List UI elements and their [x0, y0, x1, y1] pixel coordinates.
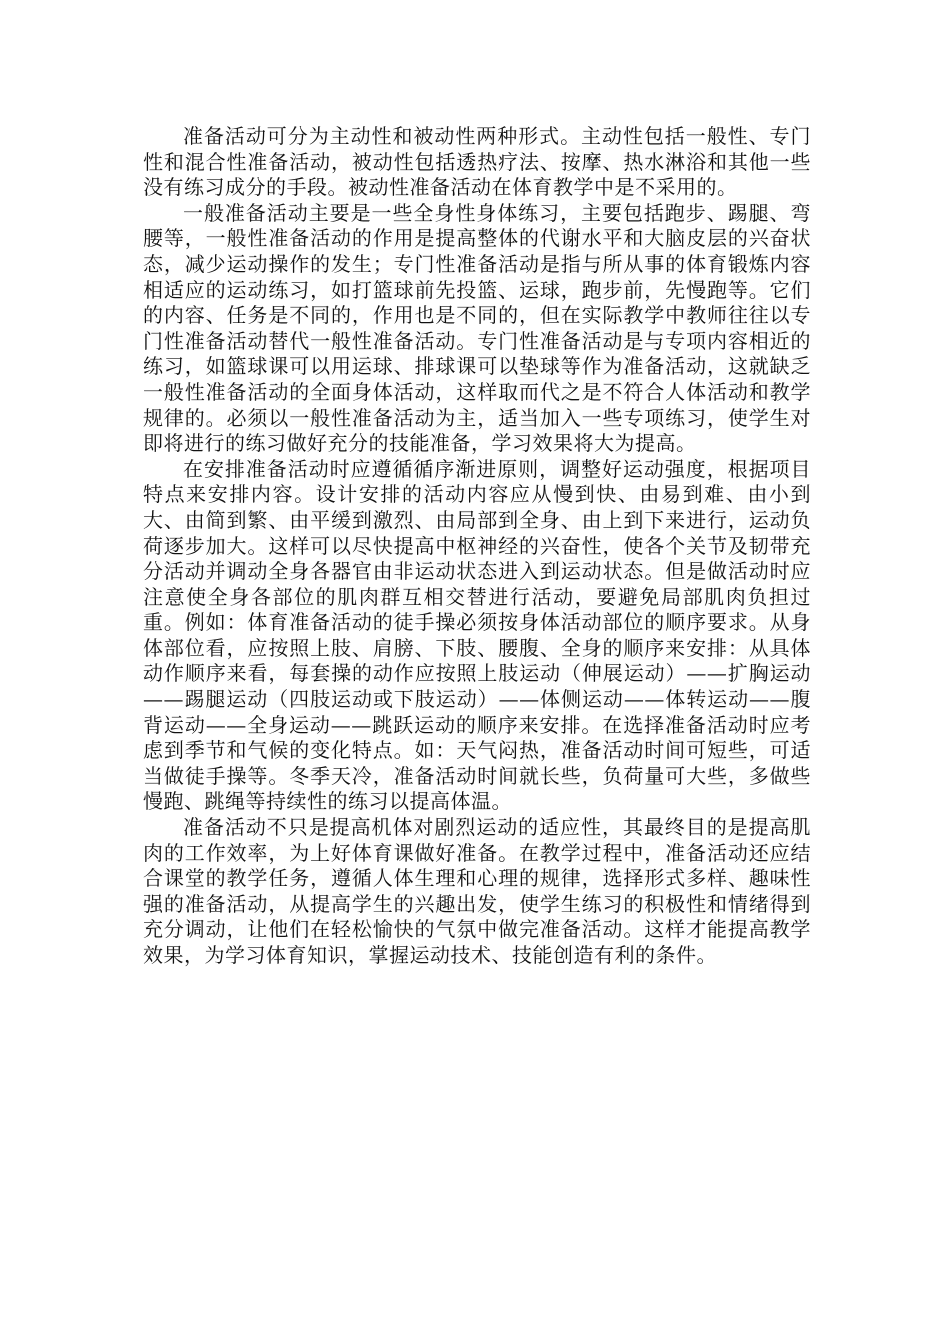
paragraph-2: 一般准备活动主要是一些全身性身体练习，主要包括跑步、踢腿、弯腰等，一般性准备活动的作用是提高整体的代谢水平和大脑皮层的兴奋状态，减少运动操作的发生；专门性准备活动是指与所从事的体育锻炼内容相适应的运动练习，如打篮球前先投篮、运球，跑步前，先慢跑等。它们的内容、任务是不同的，作用也是不同的，但在实际教学中教师往往以专门性准备活动替代一般性准备活动。专门性准备活动是与专项内容相近的练习，如篮球课可以用运球、排球课可以垫球等作为准备活动，这就缺乏一般性准备活动的全面身体活动，这样取而代之是不符合人体活动和教学规律的。必须以一般性准备活动为主，适当加入一些专项练习，使学生对即将进行的练习做好充分的技能准备，学习效果将大为提高。	[143, 200, 811, 456]
paragraph-3: 在安排准备活动时应遵循循序渐进原则，调整好运动强度，根据项目特点来安排内容。设计安排的活动内容应从慢到快、由易到难、由小到大、由简到繁、由平缓到激烈、由局部到全身、由上到下来进行，运动负荷逐步加大。这样可以尽快提高中枢神经的兴奋性，使各个关节及韧带充分活动并调动全身各器官由非运动状态进入到运动状态。但是做活动时应注意使全身各部位的肌肉群互相交替进行活动，要避免局部肌肉负担过重。例如：体育准备活动的徒手操必须按身体活动部位的顺序要求。从身体部位看，应按照上肢、肩膀、下肢、腰腹、全身的顺序来安排：从具体动作顺序来看，每套操的动作应按照上肢运动（伸展运动）——扩胸运动——踢腿运动（四肢运动或下肢运动）——体侧运动——体转运动——腹背运动——全身运动——跳跃运动的顺序来安排。在选择准备活动时应考虑到季节和气候的变化特点。如：天气闷热，准备活动时间可短些，可适当做徒手操等。冬季天冷，准备活动时间就长些，负荷量可大些，多做些慢跑、跳绳等持续性的练习以提高体温。	[143, 456, 811, 814]
paragraph-1: 准备活动可分为主动性和被动性两种形式。主动性包括一般性、专门性和混合性准备活动，被动性包括透热疗法、按摩、热水淋浴和其他一些没有练习成分的手段。被动性准备活动在体育教学中是不采用的。	[143, 124, 811, 200]
document-page	[143, 124, 811, 969]
paragraph-4: 准备活动不只是提高机体对剧烈运动的适应性，其最终目的是提高肌肉的工作效率，为上好体育课做好准备。在教学过程中，准备活动还应结合课堂的教学任务，遵循人体生理和心理的规律，选择形式多样、趣味性强的准备活动，从提高学生的兴趣出发，使学生练习的积极性和情绪得到充分调动，让他们在轻松愉快的气氛中做完准备活动。这样才能提高教学效果，为学习体育知识，掌握运动技术、技能创造有利的条件。	[143, 815, 811, 967]
